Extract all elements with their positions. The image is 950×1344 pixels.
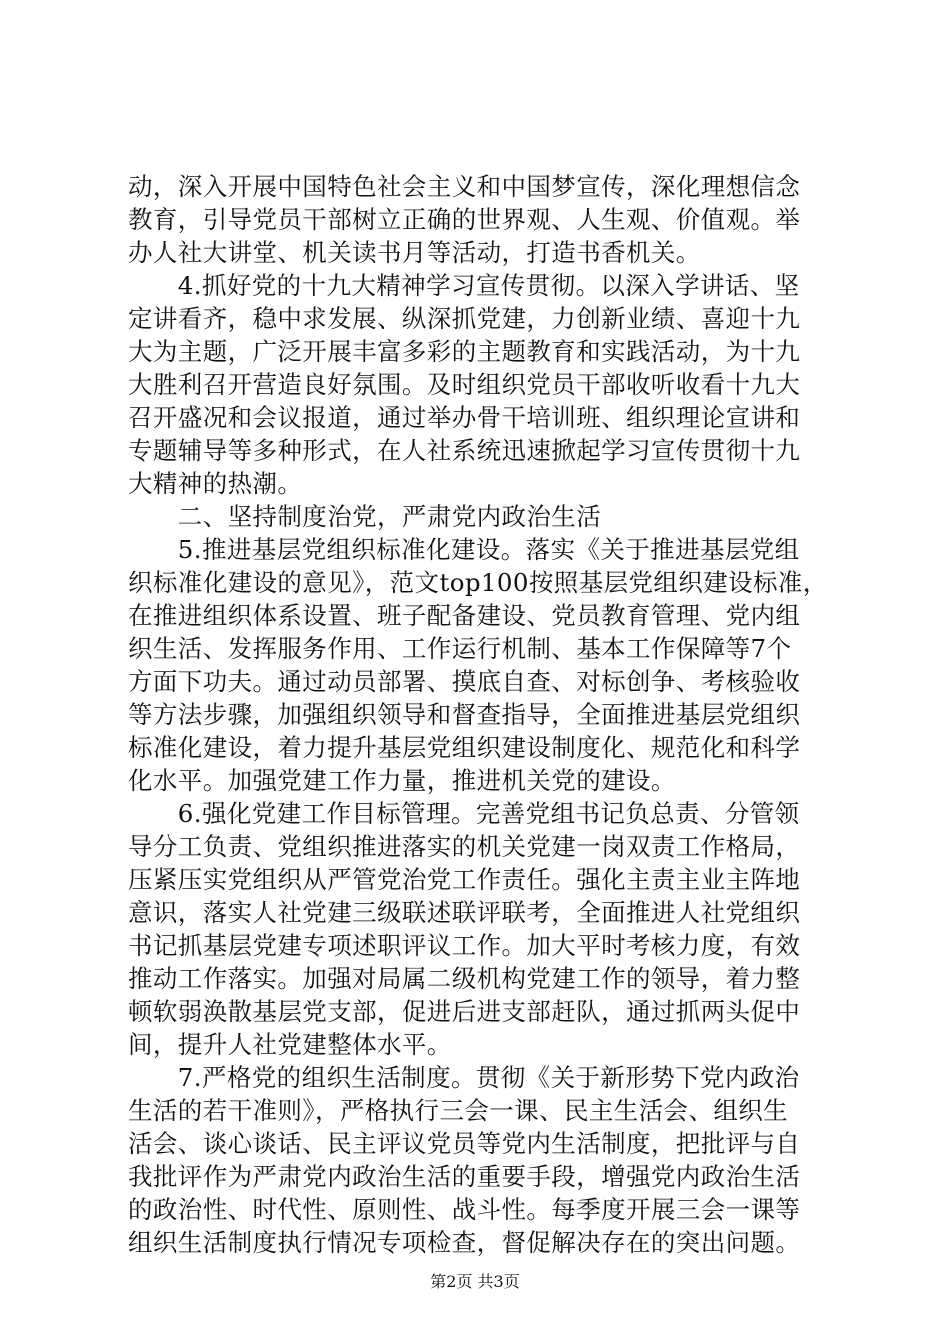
- text-line: 大为主题，广泛开展丰富多彩的主题教育和实践活动，为十九: [128, 337, 801, 366]
- text-line: 的政治性、时代性、原则性、战斗性。每季度开展三会一课等: [128, 1195, 801, 1224]
- text-line: 办人社大讲堂、机关读书月等活动，打造书香机关。: [128, 238, 701, 267]
- text-line: 标准化建设，着力提升基层党组织建设制度化、规范化和科学: [128, 733, 801, 762]
- text-line: 导分工负责、党组织推进落实的机关党建一岗双责工作格局，: [128, 832, 801, 861]
- text-line: 专题辅导等多种形式，在人社系统迅速掀起学习宣传贯彻十九: [128, 436, 801, 465]
- text-line: 7.严格党的组织生活制度。贯彻《关于新形势下党内政治: [128, 1063, 800, 1092]
- text-line: 推动工作落实。加强对局属二级机构党建工作的领导，着力整: [128, 964, 801, 993]
- text-line: 二、坚持制度治党，严肃党内政治生活: [128, 502, 602, 531]
- text-line: 大胜利召开营造良好氛围。及时组织党员干部收听收看十九大: [128, 370, 801, 399]
- text-line: 压紧压实党组织从严管党治党工作责任。强化主责主业主阵地: [128, 865, 801, 894]
- text-line: 教育，引导党员干部树立正确的世界观、人生观、价值观。举: [128, 205, 801, 234]
- text-line: 化水平。加强党建工作力量，推进机关党的建设。: [128, 766, 676, 795]
- text-line: 织生活、发挥服务作用、工作运行机制、基本工作保障等7个: [128, 634, 792, 663]
- text-line: 大精神的热潮。: [128, 469, 303, 498]
- page-footer: 第2页 共3页: [430, 1272, 520, 1291]
- text-line: 组织生活制度执行情况专项检查，督促解决存在的突出问题。: [128, 1228, 801, 1257]
- text-line: 6.强化党建工作目标管理。完善党组书记负总责、分管领: [128, 799, 800, 828]
- text-line: 定讲看齐，稳中求发展、纵深抓党建，力创新业绩、喜迎十九: [128, 304, 801, 333]
- text-line: 5.推进基层党组织标准化建设。落实《关于推进基层党组: [128, 535, 800, 564]
- text-line: 动，深入开展中国特色社会主义和中国梦宣传，深化理想信念: [128, 172, 801, 201]
- text-line: 4.抓好党的十九大精神学习宣传贯彻。以深入学讲话、坚: [128, 271, 800, 300]
- text-line: 在推进组织体系设置、班子配备建设、党员教育管理、党内组: [128, 601, 801, 630]
- text-line: 等方法步骤，加强组织领导和督查指导，全面推进基层党组织: [128, 700, 801, 729]
- text-line: 我批评作为严肃党内政治生活的重要手段，增强党内政治生活: [128, 1162, 801, 1191]
- text-line: 方面下功夫。通过动员部署、摸底自查、对标创争、考核验收: [128, 667, 801, 696]
- text-line: 书记抓基层党建专项述职评议工作。加大平时考核力度，有效: [128, 931, 801, 960]
- body-text: [128, 170, 840, 1259]
- text-line: 意识，落实人社党建三级联述联评联考，全面推进人社党组织: [128, 898, 801, 927]
- text-line: 生活的若干准则》，严格执行三会一课、民主生活会、组织生: [128, 1096, 789, 1125]
- text-line: 活会、谈心谈话、民主评议党员等党内生活制度，把批评与自: [128, 1129, 801, 1158]
- text-line: 顿软弱涣散基层党支部，促进后进支部赶队，通过抓两头促中: [128, 997, 801, 1026]
- text-line: 织标准化建设的意见》，范文top100按照基层党组织建设标准，: [128, 568, 828, 597]
- text-line: 间，提升人社党建整体水平。: [128, 1030, 452, 1059]
- text-line: 召开盛况和会议报道，通过举办骨干培训班、组织理论宣讲和: [128, 403, 801, 432]
